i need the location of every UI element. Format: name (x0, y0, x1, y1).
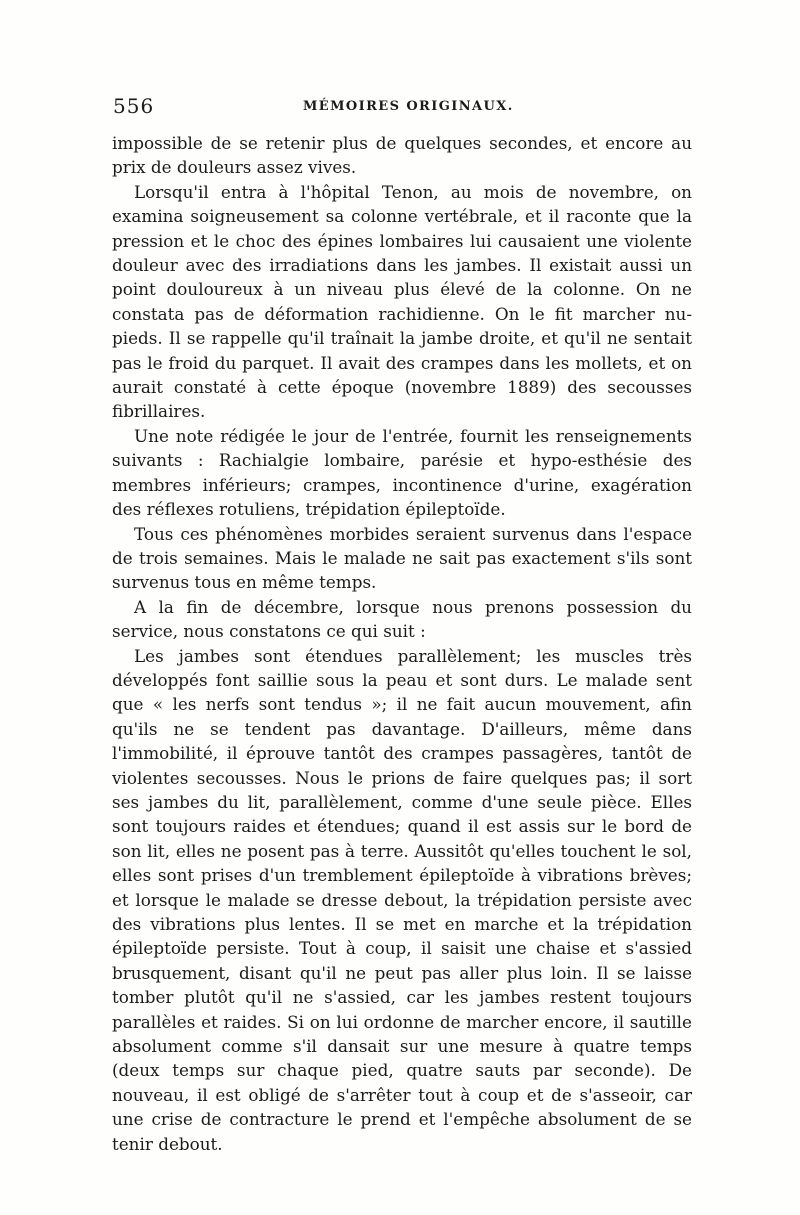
body-text (112, 131, 692, 1156)
paragraph-observations: Les jambes sont étendues parallèlement; les muscles très développés font saillie sous la peau et sont durs. Le malade sent que « les nerfs sont tendus »; il ne fait aucun mouvement, afin qu'ils ne se tendent pas davantage. D'ailleurs, même dans l'immobilité, il éprouve tantôt des crampes passagères, tantôt de violentes secousses. Nous le prions de faire quelques pas; il sort ses jambes du lit, parallèlement, comme d'une seule pièce. Elles sont toujours raides et étendues; quand il est assis sur le bord de son lit, elles ne posent pas à terre. Aussitôt qu'elles touchent le sol, elles sont prises d'un tremblement épileptoïde à vibrations brèves; et lorsque le malade se dresse debout, la trépidation persiste avec des vibrations plus lentes. Il se met en marche et la trépidation épileptoïde persiste. Tout à coup, il saisit une chaise et s'assied brusquement, disant qu'il ne peut pas aller plus loin. Il se laisse tomber plutôt qu'il ne s'assied, car les jambes restent toujours parallèles et raides. Si on lui ordonne de marcher encore, il sautille absolument comme s'il dansait sur une mesure à quatre temps (deux temps sur chaque pied, quatre sauts par seconde). De nouveau, il est obligé de s'arrêter tout à coup et de s'asseoir, car une crise de contracture le prend et l'empêche absolument de se tenir debout. (112, 645, 692, 1154)
running-head: MÉMOIRES ORIGINAUX. (303, 99, 514, 114)
page-header (113, 94, 688, 120)
paragraph-admission-note: Une note rédigée le jour de l'entrée, fournit les renseignements suivants : Rachialgie lombaire, parésie et hypo-esthésie des membres inférieurs; crampes, incontinence d'urine, exagération des réflexes rotuliens, trépidation épileptoïde. (112, 425, 692, 520)
paragraph-hospital-exam: Lorsqu'il entra à l'hôpital Tenon, au mois de novembre, on examina soigneusement sa colonne vertébrale, et il raconte que la pression et le choc des épines lombaires lui causaient une violente douleur avec des irradiations dans les jambes. Il existait aussi un point douloureux à un niveau plus élevé de la colonne. On ne constata pas de déformation rachidienne. On le fit marcher nu-pieds. Il se rappelle qu'il traînait la jambe droite, et qu'il ne sentait pas le froid du parquet. Il avait des crampes dans les mollets, et on aurait constaté à cette époque (novembre 1889) des secousses fibrillaires. (112, 181, 692, 422)
paragraph-three-weeks: Tous ces phénomènes morbides seraient survenus dans l'espace de trois semaines. Mais le malade ne sait pas exactement s'ils sont survenus tous en même temps. (112, 523, 692, 593)
paragraph-continued: impossible de se retenir plus de quelques secondes, et encore au prix de douleurs assez vives. (112, 133, 692, 178)
paragraph-december: A la fin de décembre, lorsque nous prenons possession du service, nous constatons ce qui suit : (112, 596, 692, 642)
page-number: 556 (113, 94, 155, 118)
